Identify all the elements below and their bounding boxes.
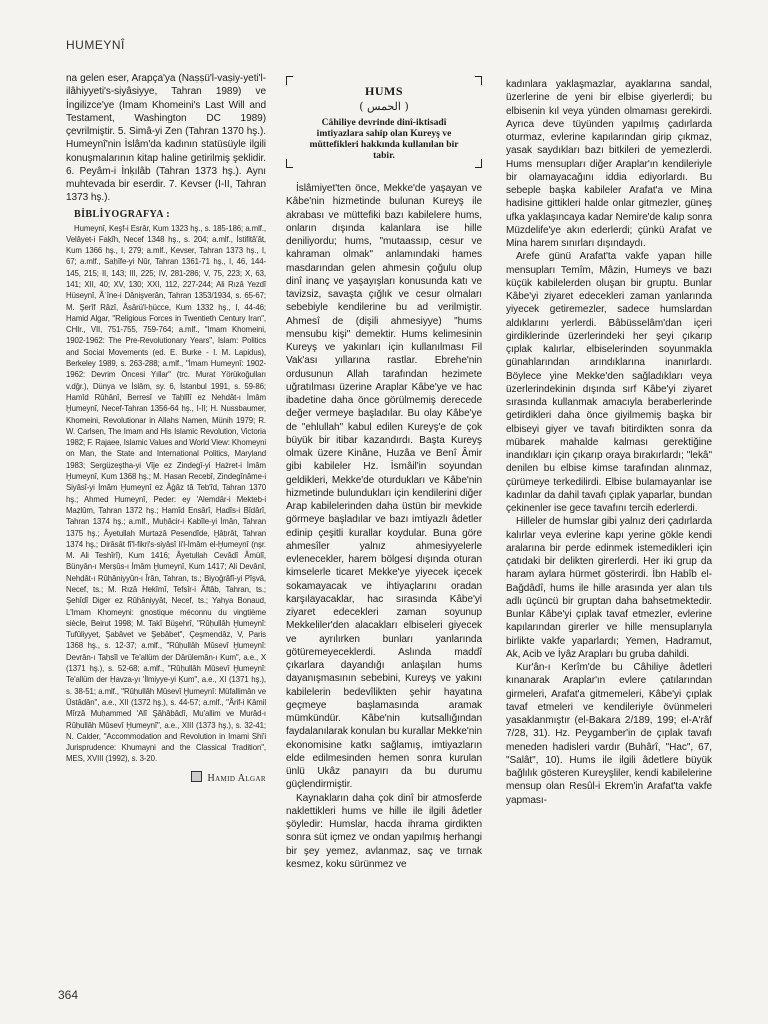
right-paragraph-4: Kur'ân-ı Kerîm'de bu Câhiliye âdetleri kınanarak Araplar'ın evlere çatılarından girmeleri, Arafat'a gitmemeleri, Kâbe'yi çıplak tavaf etmeleri ve kendileriyle övünmeleri yasaklanmıştır (el-Bakara 2/189, 199; el-A'râf 7/28, 31). Hz. Peygamber'in de çıplak tavafı meneden hadisleri vardır (Buhârî, "Hac", 67, "Salât", 10). Hums ile ilgili âdetlere büyük bağlılık gösteren Kureyşliler, kendi kabilelerine mensup olan Resûl-i Ekrem'in Arafat'ta vakfe yapması-	[506, 662, 712, 806]
bibliography-text: Humeynî, Keşf-i Esrâr, Kum 1323 hş., s. 185-186; a.mlf., Velâyet-i Faḳîh, Necef 1348 hş., s. 204; a.mlf., İstifitâ'ât, Kum 1366 hş., I, 279; a.mlf., Kevser, Tahran 1373 hş., I, 67; a.mlf., Saḥîfe-yi Nûr, Tahran 1361-71 hş., I, 46, 144-145, 215; II, 143; III, 225; IV, 281-286; V, 75, 223; X, 63, 141; XII, 40; XV, 130; XXI, 112, 227-244; Ali Rızâ Yezdî Hüseynî, Âʾîne-i Dânişverân, Tahran 1353/1934, s. 65-67; M. Şerîf Râzî, Âsârü'l-ḥücce, Kum 1332 hş., I, 44-46; Hamid Algar, "Religious Forces in Twentieth Century Iran", CHIr., VII, 751-755, 759-764; a.mlf., "Imam Khomeini, 1902-1962: The Pre-Revolutionary Years", Islam: Politics and Social Movements (ed. E. Burke - I. M. Lapidus), Berkeley 1989, s. 263-288; a.mlf., "İmam Humeynî: 1902-1962: Devrim Öncesi Yıllar" (trc. Murat Yörükoğulları v.dğr.), Dünya ve İslâm, sy. 6, İstanbul 1991, s. 59-86; Hamîd Rûhânî, Berresî ve Taḥlîlî ez Nehdât-ı İmâm Ḫumeynî, Necef-Tahran 1356-64 hş., I-II; H. Nussbaumer, Khomeini, Revolutionar in Allahs Namen, Münih 1979; R. W. Carlsen, The Imam and His Islamic Revolution, Victoria 1982; F. Rajaee, Islamic Values and World View: Khomeyni on Man, the State and International Politics, Maryland 1983; Sergüzeştha-yi Vîje ez Zindegî-yi Ḥażret-i İmâm Ḫumeynî, Kum 1368 hş.; M. Hasan Recebî, Zindegînâme-i Siyâsî-yi İmâm Ḫumeynî ez Âġâz tâ Teb'îd, Tahran 1370 hş.; Ahmed Humeynî, Peder: ey 'Alemdâr-i Mekteb-i Maẓlûm, Tahran 1372 hş.; Hamîd Ensârî, Ḥadîs-i Bîdârî, Tahran 1374 hş.; a.mlf., Muḥâcir-i Ḳabîle-yi İmân, Tahran 1375 hş.; Âyetullah Murtazâ Pesendîde, Ḫâṭırât, Tahran 1374 hş.; Dirâsât fî'l-fikri's-siyâsî li'l-İmâm el-Ḫumeynî (nşr. M. Ali Teshîrî), Kum 1416; Âyetullah Cevâdî Âmülî, Bünyân-ı Merṣûs-ı İmâm Ḫumeynî, Kum 1417; Ali Devânî, Nehḍât-ı Rûḥâniyyûn-ı Îrân, Tahran, ts.; Biyoğrâfî-yi Pîşvâ, Necef, ts.; M. Rızâ Hekîmî, Tefsîr-i Âftâb, Tahran, ts.; Şehîdî Diger ez Rûḥâniyyât, Necef, ts.; Yahya Bonaud, L'Imam Khomeyni: gnostique méconnu du vingtième siècle, Beirut 1998; M. Takî Büşehrî, "Rûḥullâh Ḫumeynî: Tufûliyyet, Şabâvet ve Şebâbet", Çeşmendâz, V, Paris 1368 hş., s. 12-37; a.mlf., "Rûḥullâh Mûsevî Ḫumeynî: Devrân-ı Taḥsîl ve Te'allüm der Dârülemân-ı Kum", a.e., X (1371 hş.), s. 52-68; a.mlf., "Rûḥullâh Mûsevî Ḫumeynî: Te'allüm der Ḥavza-yı 'İlmiyye-yi Ḳum", a.e., XI (1371 hş.), s. 38-51; a.mlf., "Rûḥullâh Mûsevî Ḫumeynî: Müfallimân ve Üstâdân", a.e., XII (1372 hş.), s. 44-57; a.mlf., "Ârif-i Kâmil Mîrzâ Muḥammed 'Alî Şâhâbâdî, Mu'allim ve Murâd-ı Rûḥullâh Mûsevî Ḫumeynî", a.e., XIII (1373 hş.), s. 32-41; N. Calder, "Accommodation and Revolution in Imami Shi'i Jurisprudence: Khumayni and the Classical Tradition", MES, XVIII (1992), s. 3-20.	[66, 223, 266, 764]
corner-bracket-icon	[286, 76, 293, 85]
bibliography-heading: BİBLİYOGRAFYA :	[74, 208, 170, 220]
entry-title-box	[286, 76, 482, 168]
author-signature	[66, 771, 266, 784]
right-paragraph-2: Arefe günü Arafat'ta vakfe yapan hille mensupları Temîm, Mâzin, Humeys ve bazı küçük kabilelerden oluşan bir gruptu. Bunlar Kâbe'yi ziyaret edecekleri zaman yanlarında yiyecek getiremezler, sadece humslardan aldıklarını yerlerdi. Bâbüsselâm'dan içeri girdiklerinde üzerlerindeki her şeyi çıkarıp çıplak kalırlar, elbiselerinden soyunmakla günahlarından arındıklarına inanırlardı. Böylece yine Mekke'den sağladıkları veya üzerlerindekinin dışında sırf Kâbe'yi ziyaret sırasında kullanmak amacıyla beraberlerinde getirdikleri daha önce giyilmemiş başka bir elbiseyi giyer ve tavafı bitirdikten sonra da mübarek mahalde kalması gerektiğine inandıkları için çıkarıp oraya bırakırlardı; "lekâ" denilen bu elbise kimse tarafından alınmaz, çürümeye terkedilirdi. Elbise bulamayanlar ise kadınlar da dahil tavafı çıplak yaparlar, bundan çekinenler ise gece tavafını tercih ederlerdi.	[506, 251, 712, 514]
author-square-icon	[191, 771, 202, 782]
middle-paragraph-1: İslâmiyet'ten önce, Mekke'de yaşayan ve Kâbe'nin hizmetinde bulunan Kureyş ile akrabası ve müttefiki bazı kabilelere hums, onların dışında kalanlara ise hille deniliyordu; hums, "mutaassıp, cesur ve kahraman olmak" anlamındaki hames masdarından gelen ahmesin çoğulu olup dinî inanç ve yaşayışları konusunda katı ve tavizsiz, savaşta çığlık ve cesur olmaları sebebiyle kendilerine bu ad verilmiştir. Ahmesî de (dişili ahmesiyye) "hums mensubu kişi" demektir. Hums kelimesinin Kureyş ve yakınları için kullanılması Fil Vak'ası yıllarına rastlar. Ebrehe'nin ordusunun Allah tarafından hezimete uğratılması üzerine Araplar Kâbe'ye ve hac ibadetine daha önce görülmemiş derecede değer vermeye başladılar. Bu olay Kâbe'ye de "ehlullah" kabul edilen Kureyş'e de çok büyük bir itibar kazandırdı. Başta Kureyş olmak üzere Kinâne, Huzâa ve Benî Âmir gibi kabileler Hz. İsmâil'in soyundan geldikleri, Mekke'de oturdukları ve Kâbe'nin hizmetinde bulundukları için kendilerini diğer Arap kabilelerinden daha üstün bir mevkide görmeye başladılar ve bazı imtiyazlı âdetler edinip çeşitli kurallar koydular. Buna göre ahmesîler yalnız ahmesiyyelerle evlenecekler, harem bölgesi dışında oturan kimselerle ticaret Mekke'ye yiyecek içecek sokamayacak ve ihtiyaçlarını oradan karşılayacaklar, hac sırasında Kâbe'yi ziyaret edecekleri zaman soyunup Mekkeliler'den alacakları elbiseleri giyecek ve ayrılırken bunları yanlarında götüremeyeceklerdi. Aslında maddî çıkarlara dayandığı anlaşılan hums dayanışmasının sebebini, Kureyş ve yakını kabilelerin bedevîlikten şehir hayatına geçmeye başlamasında aramak mümkündür. Kâbe'nin kutsallığından faydalanılarak konulan bu kurallar Mekke'nin ekonomisine katkı sağlamış, imtiyazların elde edilmesinden hemen sonra kurulan ünlü Ukâz panayırı da bu durumu güçlendirmiştir.	[286, 183, 482, 791]
right-paragraph-1: kadınlara yaklaşmazlar, ayaklarına sandal, üzerlerine de yeni bir elbise giyerlerdi; bu elbisenin kıl veya yünden olmaması gerekirdi. Ayrıca deve tüyünden yapılmış çadırlarda oturmaz, evlerine kapılarından girip çıkmaz, yasak saydıkları bazı bitkileri de yemezlerdi. Hums mensupları diğer Araplar'ın kendileriyle bir olamayacağını iddia ediyorlardı. Bu sebeple başka kabileler Arafat'a ve Mina hadisine gittikleri halde onlar gitmezler, güneş ufka yaklaşıncaya kadar Nemire'de kalıp sonra Müzdelife'ye akın ederlerdi; çünkü Arafat ve Mina harem sınırları dışındaydı.	[506, 79, 712, 249]
left-column	[66, 72, 266, 784]
left-column-paragraph: na gelen eser, Arapça'ya (Naṣṣü'l-vaṣiy-yeti'l-ilâhiyyeti's-siyâsiyye, Tahran 1989) ve İngilizce'ye (Imam Khomeini's Last Will and Testament, Washington DC 1989) çevrilmiştir. 5. Simâ-yi Zen (Tahran 1370 hş.). Humeynî'nin İslâm'da kadının statüsüyle ilgili konuşmalarının kitap haline getirilmiş şeklidir. 6. Peyâm-i İnḳılâb (Tahran 1373 hş.). Aynı muhtevada bir eserdir. 7. Kevser (I-II, Tahran 1373 hş.).	[66, 73, 266, 204]
author-name: Hamid Algar	[207, 772, 266, 784]
entry-title: HUMS	[365, 84, 403, 98]
right-column	[506, 78, 712, 807]
corner-bracket-icon	[286, 159, 293, 168]
corner-bracket-icon	[475, 76, 482, 85]
middle-paragraph-2: Kaynakların daha çok dinî bir atmosferde naklettikleri hums ve hille ile ilgili âdetler şöyledir: Humslar, hacda ihrama girdikten sonra süt içmez ve ondan yapılmış herhangi bir şey yemez, avlanmaz, saç ve tırnak kesmez, koku sürünmez ve	[286, 792, 482, 870]
entry-subtitle: Câhiliye devrinde dinî-iktisadî imtiyazlara sahip olan Kureyş ve müttefikleri hakkında kullanılan bir tabir.	[309, 117, 459, 161]
running-head: HUMEYNÎ	[66, 38, 125, 52]
right-paragraph-3: Hilleler de humslar gibi yalnız deri çadırlarda kalırlar veya evlerine kapı yerine gökle kendi aralarına bir perde edinmek istemedikleri için çatıdaki bir delikten girerlerdi. Her iki grup da haram aylara hürmet gösterirdi. İbn Habîb el-Bağdâdî, hums ile hille arasında yer alan tıls adlı üçüncü bir gruptan daha bahsetmektedir. Bunlar Kâbe'yi çıplak tavaf etmezler, evlerine kapılarından girerler ve hille mensuplarıyla birlikte vakfe yaparlardı; Yemen, Hadramut, Ak, Acib ve İyâz Arapları bu gruba dahildi.	[506, 516, 712, 660]
page-number: 364	[58, 988, 79, 1002]
entry-arabic-title: ( الحمس )	[359, 100, 409, 113]
corner-bracket-icon	[475, 159, 482, 168]
middle-column	[286, 76, 482, 871]
